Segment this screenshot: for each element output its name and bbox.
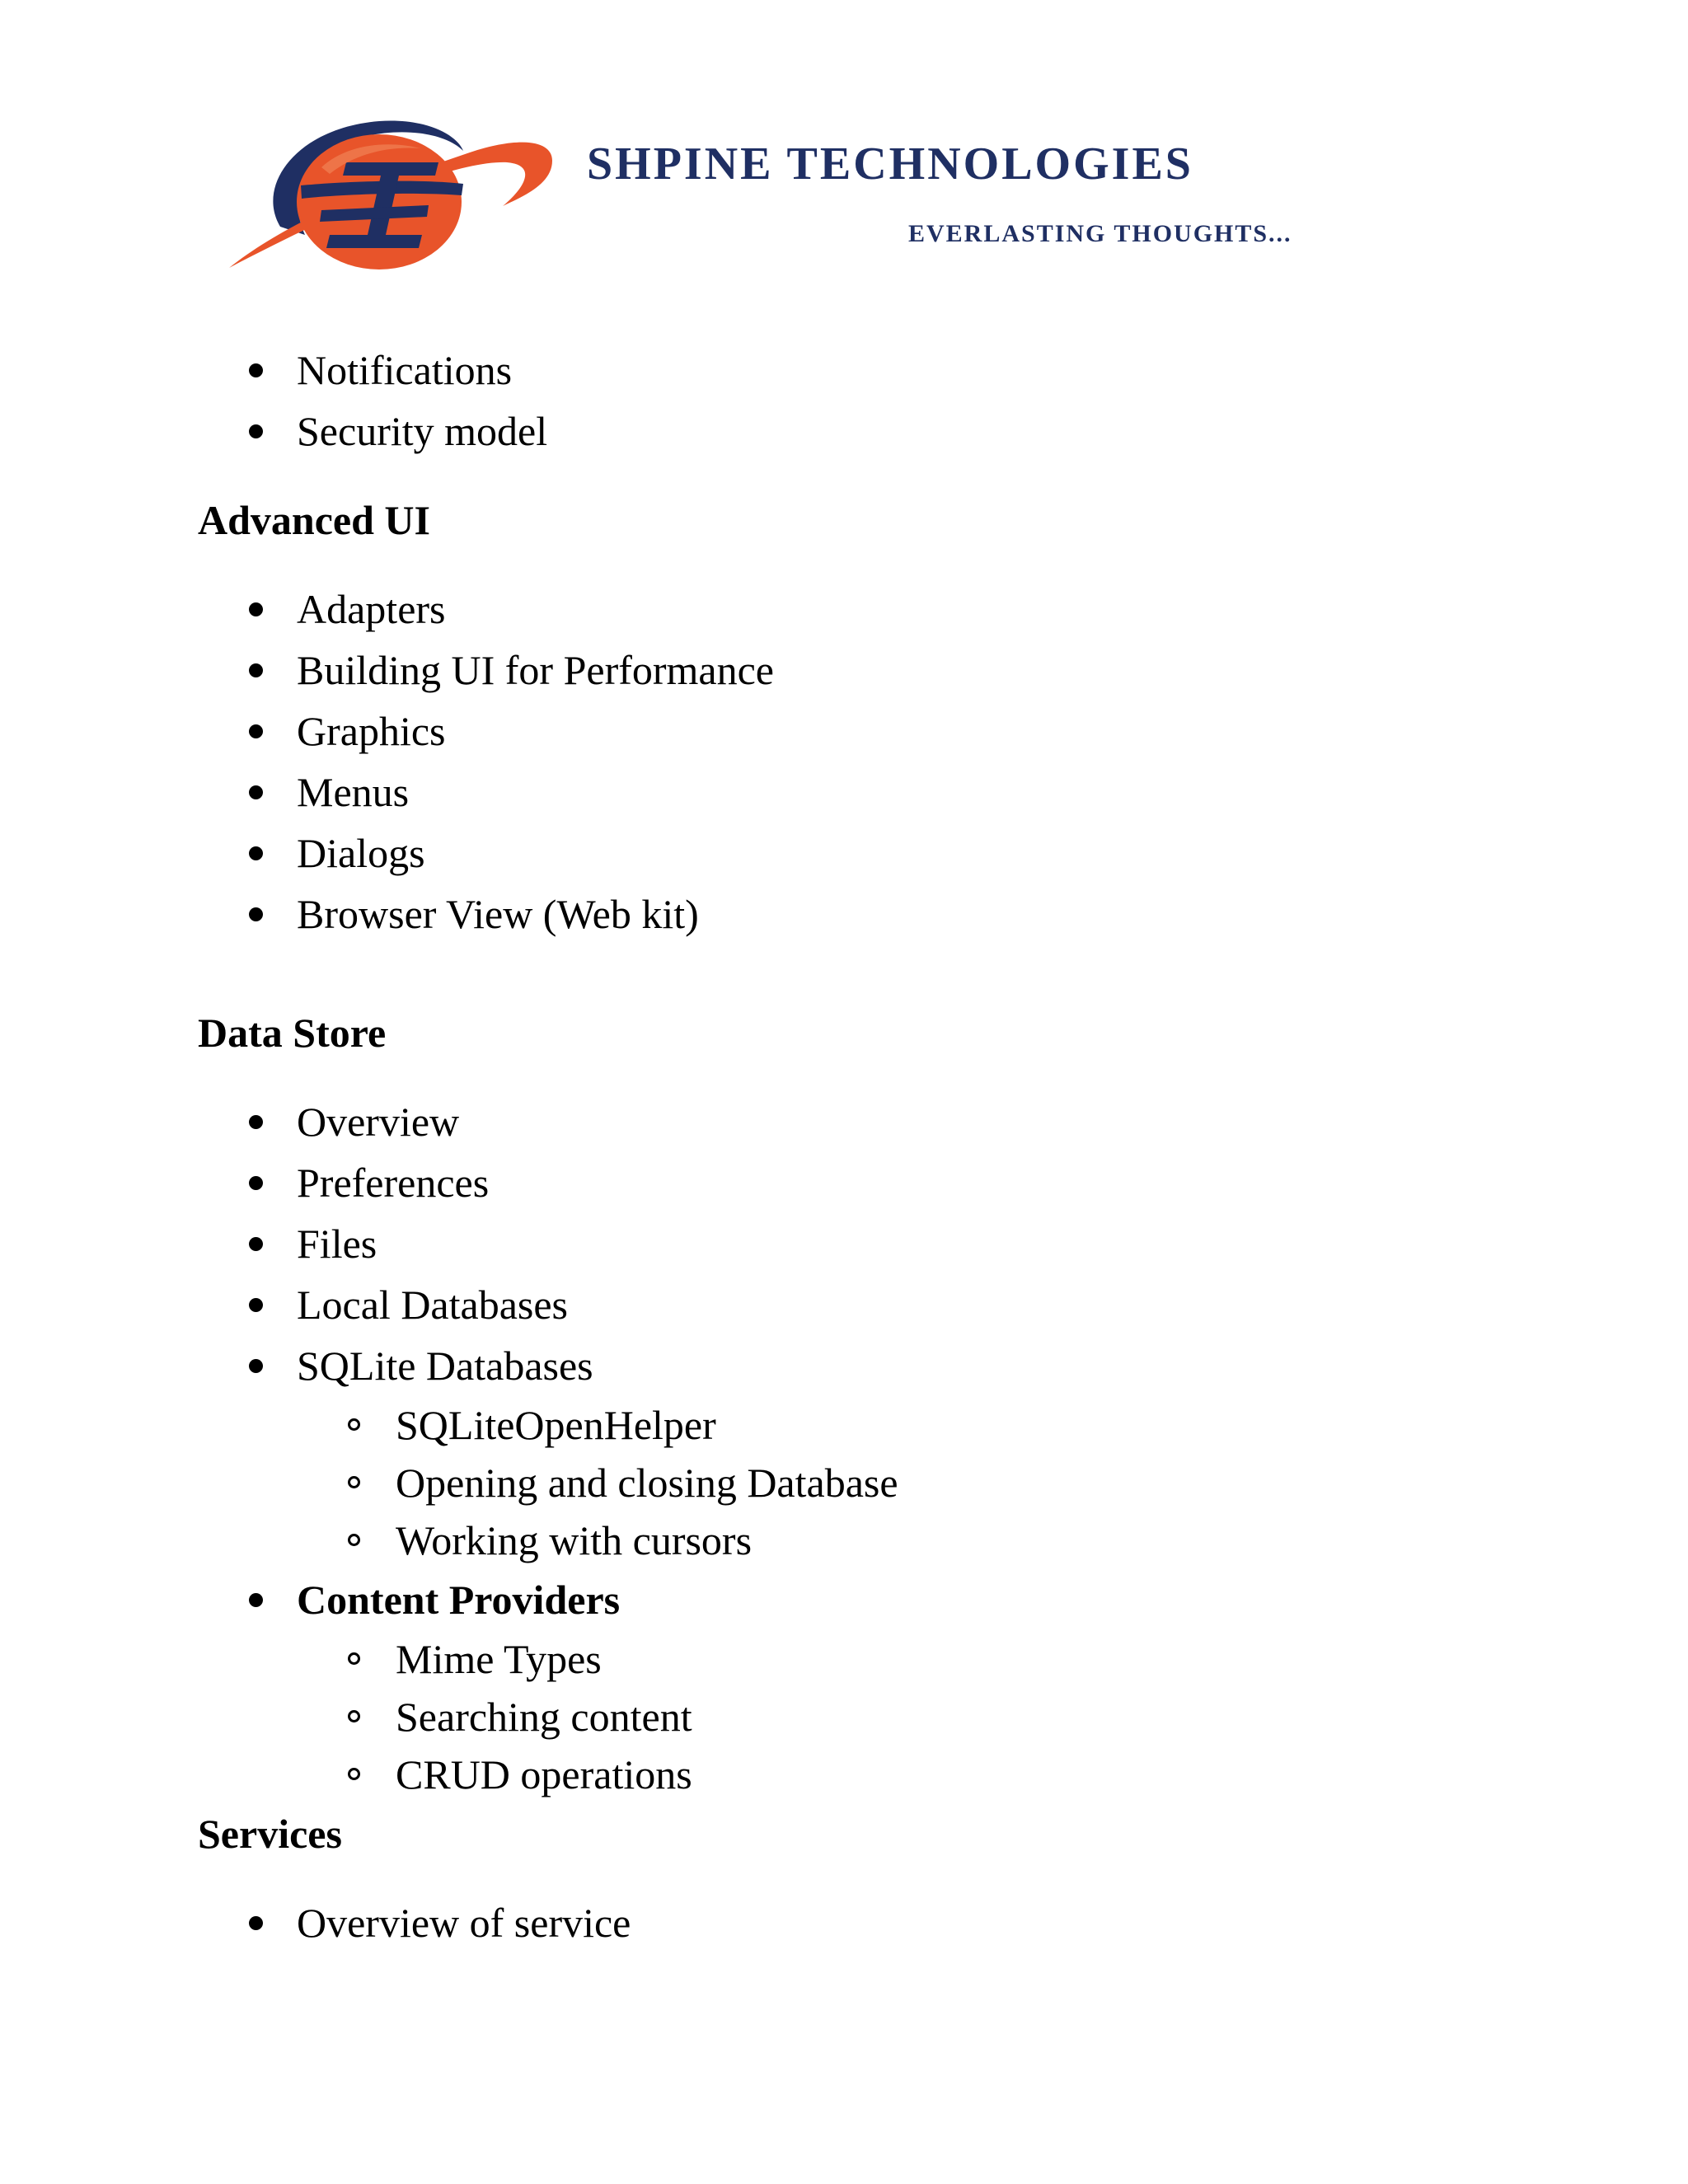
section-heading-services: Services xyxy=(198,1811,342,1857)
hollow-bullet-icon xyxy=(348,1476,360,1488)
sub-list-item: SQLiteOpenHelper xyxy=(198,1396,1484,1454)
hollow-bullet-icon xyxy=(348,1534,360,1546)
sqlite-sub-list xyxy=(198,1396,1484,1569)
data-store-list xyxy=(198,1091,1484,1396)
bullet-icon xyxy=(249,1593,263,1607)
hollow-bullet-icon xyxy=(348,1768,360,1780)
top-bullet-list xyxy=(198,340,1484,462)
sub-list-item: Opening and closing Database xyxy=(198,1454,1484,1511)
bullet-icon xyxy=(249,1115,263,1129)
list-item: Dialogs xyxy=(198,823,1484,883)
bullet-icon xyxy=(249,1916,263,1930)
section-heading-advanced-ui: Advanced UI xyxy=(198,497,430,543)
bullet-icon xyxy=(249,663,263,677)
sub-list-item: Mime Types xyxy=(198,1630,1484,1688)
services-list xyxy=(198,1892,1484,1953)
advanced-ui-list xyxy=(198,579,1484,944)
hollow-bullet-icon xyxy=(348,1418,360,1431)
section-heading-data-store: Data Store xyxy=(198,1010,387,1056)
bullet-icon xyxy=(249,1176,263,1190)
list-item: Preferences xyxy=(198,1152,1484,1213)
bullet-icon xyxy=(249,424,263,438)
list-item: Building UI for Performance xyxy=(198,640,1484,701)
swoosh-globe-logo-icon xyxy=(223,103,577,284)
bullet-icon xyxy=(249,785,263,799)
bullet-icon xyxy=(249,363,263,377)
sub-list-item: Working with cursors xyxy=(198,1511,1484,1569)
company-tagline: EVERLASTING THOUGHTS... xyxy=(908,220,1292,247)
company-name: SHPINE TECHNOLOGIES xyxy=(587,138,1193,190)
hollow-bullet-icon xyxy=(348,1710,360,1722)
syllabus-content xyxy=(198,340,1484,1953)
hollow-bullet-icon xyxy=(348,1652,360,1665)
list-item: SQLite Databases xyxy=(198,1335,1484,1396)
list-item: Menus xyxy=(198,762,1484,823)
content-providers-list xyxy=(198,1569,1484,1630)
list-item-content-providers: Content Providers xyxy=(198,1569,1484,1630)
content-providers-sub-list xyxy=(198,1630,1484,1803)
bullet-icon xyxy=(249,846,263,860)
list-item: Security model xyxy=(198,401,1484,462)
sub-list-item: CRUD operations xyxy=(198,1746,1484,1803)
letterhead xyxy=(223,103,1393,284)
list-item: Notifications xyxy=(198,340,1484,401)
bullet-icon xyxy=(249,907,263,921)
bullet-icon xyxy=(249,1237,263,1251)
list-item: Adapters xyxy=(198,579,1484,640)
list-item: Files xyxy=(198,1213,1484,1274)
list-item: Local Databases xyxy=(198,1274,1484,1335)
list-item: Overview xyxy=(198,1091,1484,1152)
sub-list-item: Searching content xyxy=(198,1688,1484,1746)
bullet-icon xyxy=(249,1298,263,1312)
list-item: Browser View (Web kit) xyxy=(198,883,1484,944)
list-item: Graphics xyxy=(198,701,1484,762)
bullet-icon xyxy=(249,724,263,738)
bullet-icon xyxy=(249,602,263,616)
bullet-icon xyxy=(249,1359,263,1373)
list-item: Overview of service xyxy=(198,1892,1484,1953)
